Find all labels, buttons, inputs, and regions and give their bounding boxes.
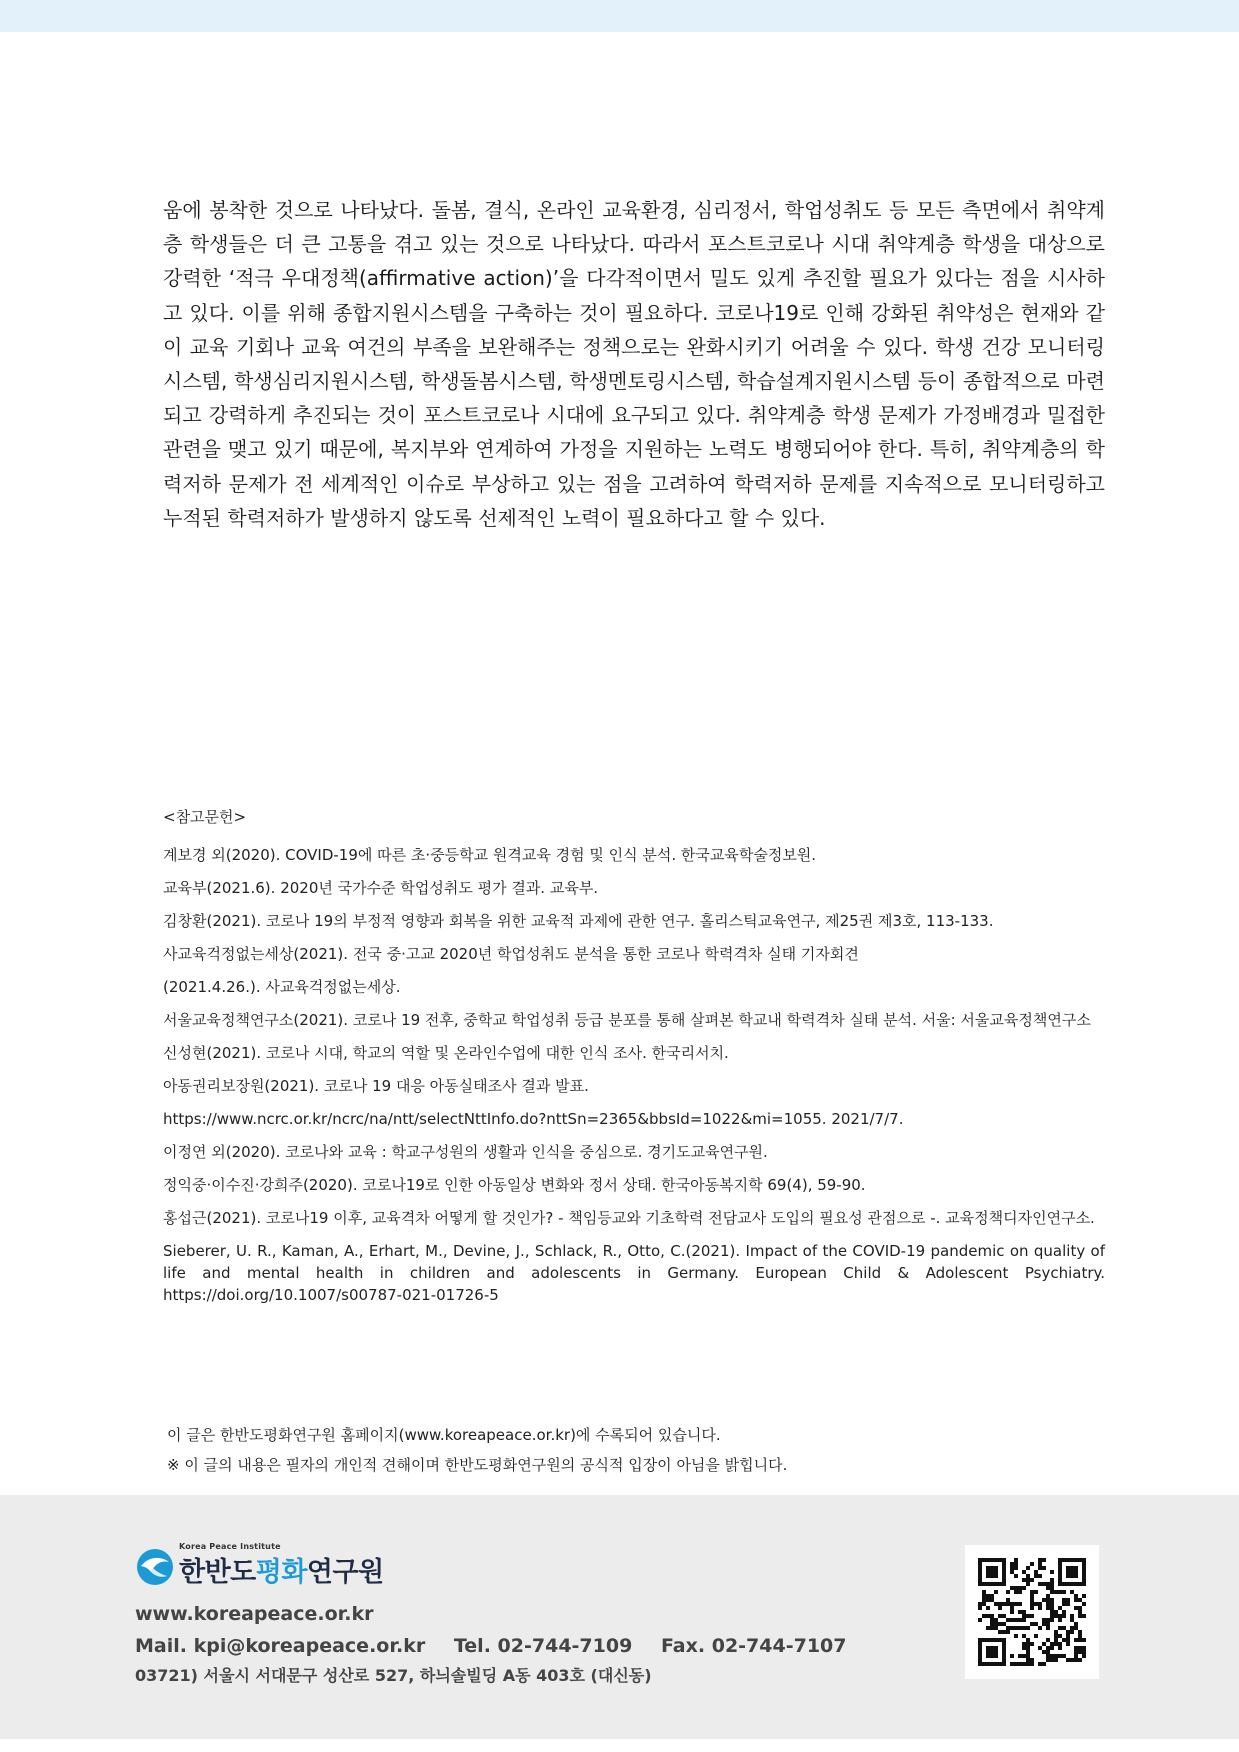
logo-korean-part1: 한반도 (179, 1557, 256, 1588)
reference-item: 아동권리보장원(2021). 코로나 19 대응 아동실태조사 결과 발표. (163, 1077, 589, 1095)
logo-english: Korea Peace Institute (179, 1542, 281, 1551)
qr-code-graphic (978, 1558, 1086, 1666)
logo-korean-part3: 연구원 (306, 1557, 384, 1588)
contact-line (135, 1633, 869, 1659)
reference-item: 홍섭근(2021). 코로나19 이후, 교육격차 어떻게 할 것인가? - 책임등교와 기초학력 전담교사 도입의 필요성 관점으로 -. 교육정책디자인연구소. (163, 1209, 1095, 1227)
references-title: <참고문헌> (163, 808, 247, 826)
logo-korean (179, 1550, 384, 1589)
references (163, 806, 1105, 1317)
reference-item: 신성현(2021). 코로나 시대, 학교의 역할 및 온라인수업에 대한 인식 조사. 한국리서치. (163, 1044, 729, 1062)
fax-label: Fax. (660, 1635, 706, 1657)
footer (0, 1495, 1239, 1739)
address: 03721) 서울시 서대문구 성산로 527, 하늬솔빌딩 A동 403호 (대신동) (135, 1666, 652, 1685)
contact-info (135, 1601, 869, 1687)
reference-item: 교육부(2021.6). 2020년 국가수준 학업성취도 평가 결과. 교육부. (163, 879, 599, 897)
reference-item: 이정연 외(2020). 코로나와 교육 : 학교구성원의 생활과 인식을 중심으로. 경기도교육연구원. (163, 1143, 768, 1161)
reference-item: (2021.4.26.). 사교육걱정없는세상. (163, 978, 401, 996)
tel-number: 02-744-7109 (497, 1635, 633, 1657)
dove-logo-icon (135, 1546, 175, 1586)
tel-label: Tel. (453, 1635, 491, 1657)
logo-korean-accent: 평화 (255, 1557, 307, 1588)
mail-label: Mail. (135, 1635, 187, 1657)
reference-link[interactable]: https://www.ncrc.or.kr/ncrc/na/ntt/selectNttInfo.do?nttSn=2365&bbsId=1022&mi=1055. 2021/7/7. (163, 1110, 904, 1128)
reference-item: 정익중·이수진·강희주(2020). 코로나19로 인한 아동일상 변화와 정서 상태. 한국아동복지학 69(4), 59-90. (163, 1176, 866, 1194)
top-band (0, 0, 1239, 32)
note-source: 이 글은 한반도평화연구원 홈페이지(www.koreapeace.or.kr)에 수록되어 있습니다. (167, 1426, 721, 1444)
body-paragraph: 움에 봉착한 것으로 나타났다. 돌봄, 결식, 온라인 교육환경, 심리정서, 학업성취도 등 모든 측면에서 취약계층 학생들은 더 큰 고통을 겪고 있는 것으로 나타났다. 따라서 포스트코로나 시대 취약계층 학생을 대상으로 강력한 ‘적극 우대정책(affirmative action)’을 다각적이면서 밀도 있게 추진할 필요가 있다는 점을 시사하고 있다. 이를 위해 종합지원시스템을 구축하는 것이 필요하다. 코로나19로 인해 강화된 취약성은 현재와 같이 교육 기회나 교육 여건의 부족을 보완해주는 정책으로는 완화시키기 어려울 수 있다. 학생 건강 모니터링 시스템, 학생심리지원시스템, 학생돌봄시스템, 학생멘토링시스템, 학습설계지원시스템 등이 종합적으로 마련되고 강력하게 추진되는 것이 포스트코로나 시대에 요구되고 있다. 취약계층 학생 문제가 가정배경과 밀접한 관련을 맺고 있기 때문에, 복지부와 연계하여 가정을 지원하는 노력도 병행되어야 한다. 특히, 취약계층의 학력저하 문제가 전 세계적인 이슈로 부상하고 있는 점을 고려하여 학력저하 문제를 지속적으로 모니터링하고 누적된 학력저하가 발생하지 않도록 선제적인 노력이 필요하다고 할 수 있다. (163, 198, 1105, 530)
body-text (163, 193, 1105, 535)
qr-code-icon[interactable] (965, 1545, 1099, 1679)
note-disclaimer: ※ 이 글의 내용은 필자의 개인적 견해이며 한반도평화연구원의 공식적 입장이 아님을 밝힙니다. (167, 1456, 788, 1474)
website-link[interactable]: www.koreapeace.or.kr (135, 1603, 374, 1625)
mail-link[interactable]: kpi@koreapeace.or.kr (193, 1635, 426, 1657)
reference-item: 계보경 외(2020). COVID-19에 따른 초·중등학교 원격교육 경험 및 인식 분석. 한국교육학술정보원. (163, 846, 817, 864)
reference-item: 서울교육정책연구소(2021). 코로나 19 전후, 중학교 학업성취 등급 분포를 통해 살펴본 학교내 학력격차 실태 분석. 서울: 서울교육정책연구소 (163, 1011, 1091, 1029)
institute-logo[interactable] (135, 1542, 455, 1586)
notes (167, 1424, 1087, 1484)
reference-item: 김창환(2021). 코로나 19의 부정적 영향과 회복을 위한 교육적 과제에 관한 연구. 홀리스틱교육연구, 제25권 제3호, 113-133. (163, 912, 994, 930)
fax-number: 02-744-7107 (711, 1635, 847, 1657)
reference-item: 사교육걱정없는세상(2021). 전국 중·고교 2020년 학업성취도 분석을 통한 코로나 학력격차 실태 기자회견 (163, 945, 859, 963)
reference-item: Sieberer, U. R., Kaman, A., Erhart, M., Devine, J., Schlack, R., Otto, C.(2021). Impact of the COVID-19 pandemic on quality of life and mental health in children and adolescents in Germany. European Child & Adolescent Psychiatry. https://doi.org/10.1007/s00787-021-01726-5 (163, 1242, 1105, 1304)
